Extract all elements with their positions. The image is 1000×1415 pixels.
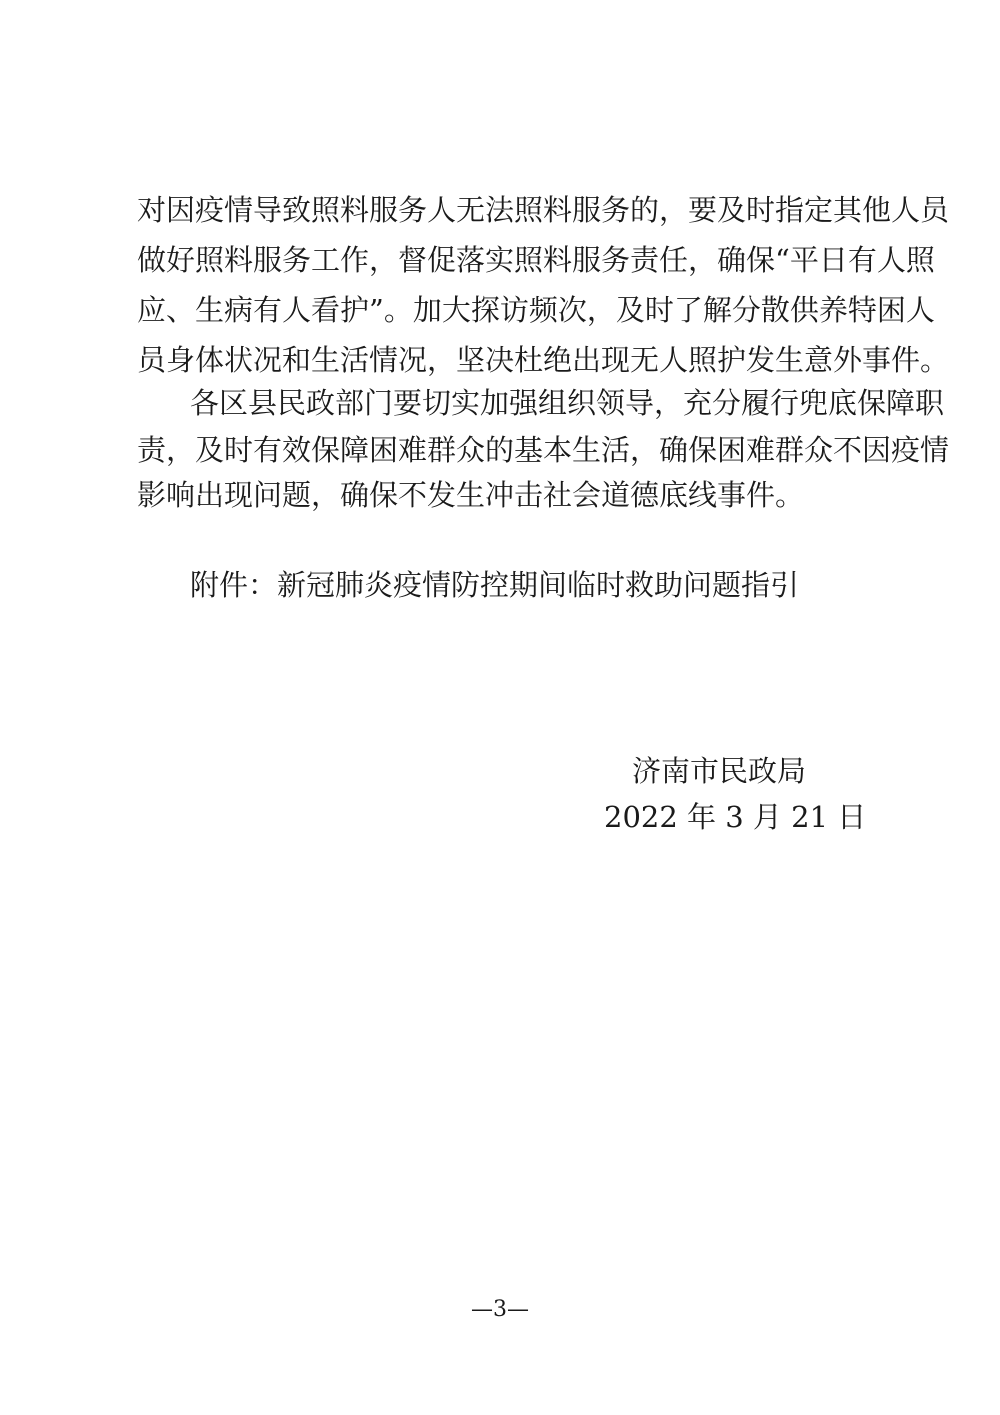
paragraph1-line-3: 应、生病有人看护”。加大探访频次，及时了解分散供养特困人 (137, 293, 935, 327)
paragraph1-line-1: 对因疫情导致照料服务人无法照料服务的，要及时指定其他人员 (137, 193, 950, 227)
paragraph2-line-2: 责，及时有效保障困难群众的基本生活，确保困难群众不因疫情 (137, 433, 950, 467)
paragraph1-line-4: 员身体状况和生活情况，坚决杜绝出现无人照护发生意外事件。 (137, 343, 950, 377)
signature-organization: 济南市民政局 (632, 754, 807, 788)
paragraph2-line-3: 影响出现问题，确保不发生冲击社会道德底线事件。 (137, 478, 805, 512)
signature-date: 2022 年 3 月 21 日 (604, 800, 867, 834)
page-number: —3— (471, 1297, 529, 1322)
attachment-line: 附件：新冠肺炎疫情防控期间临时救助问题指引 (190, 568, 800, 602)
paragraph1-line-2: 做好照料服务工作，督促落实照料服务责任，确保“平日有人照 (137, 243, 935, 277)
paragraph2-line-1: 各区县民政部门要切实加强组织领导，充分履行兜底保障职 (190, 386, 945, 420)
